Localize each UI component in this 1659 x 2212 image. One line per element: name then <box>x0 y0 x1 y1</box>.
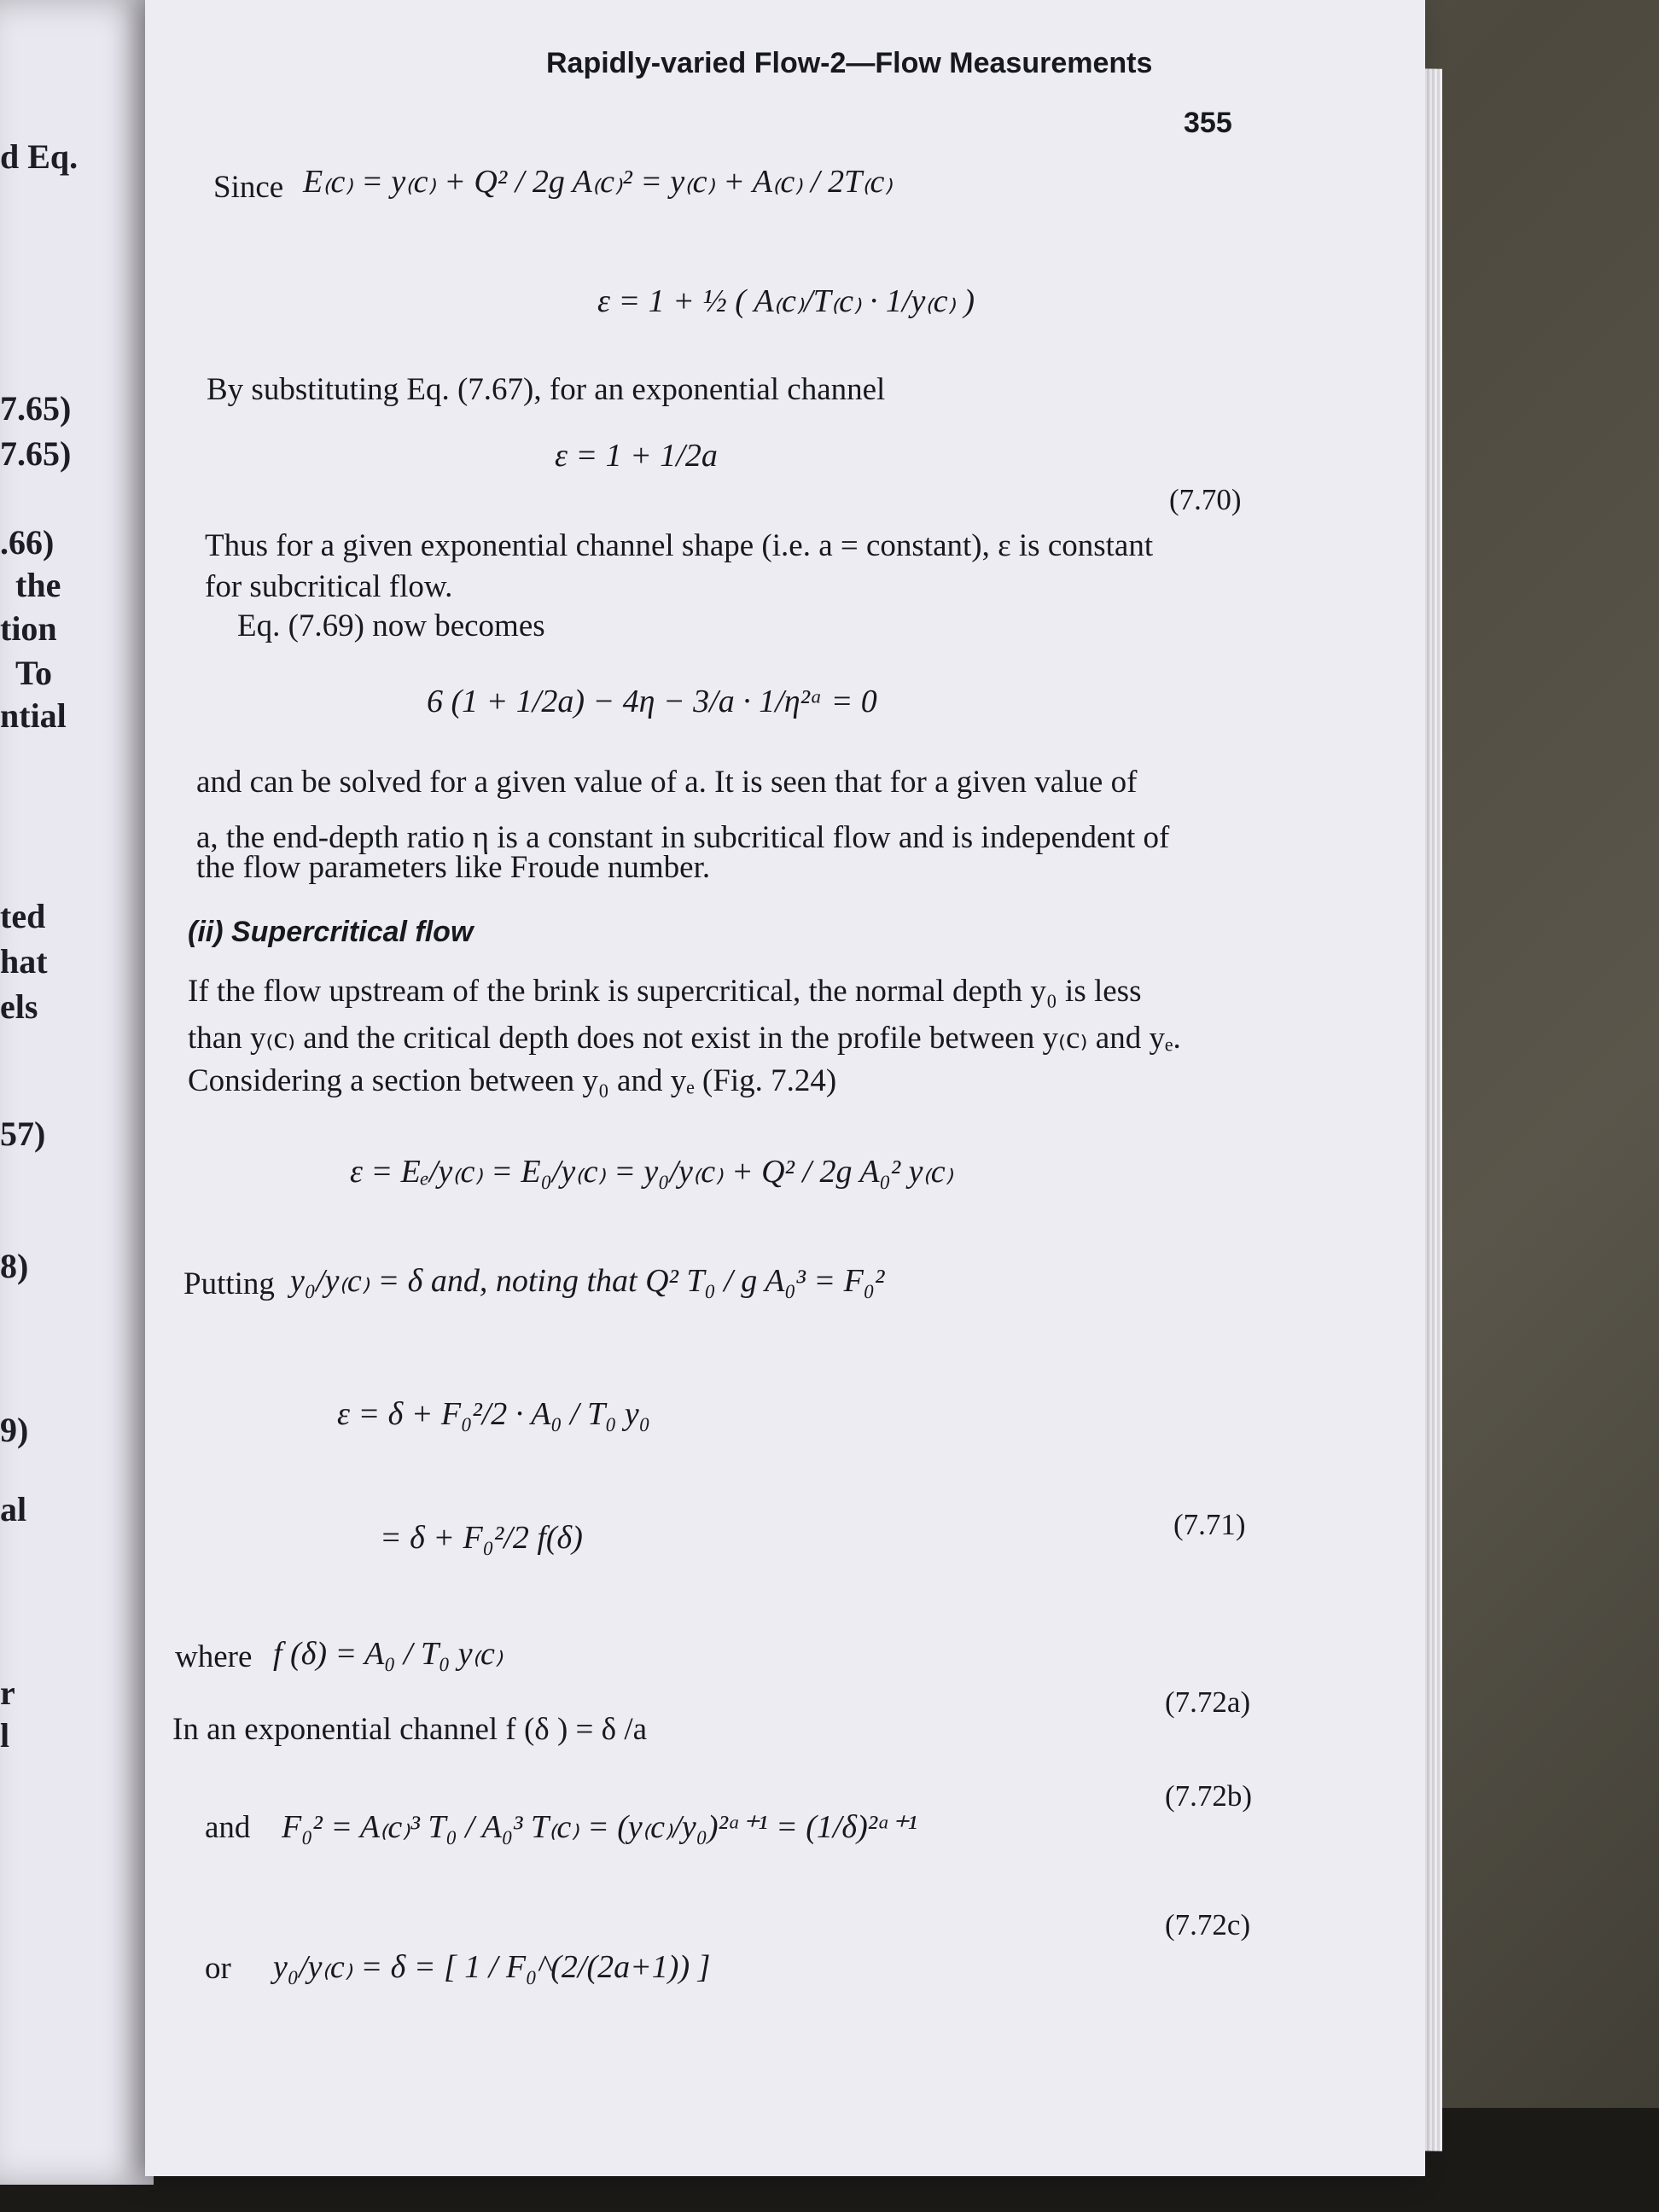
left-fragment: d Eq. <box>0 137 79 176</box>
equation-fdelta: f (δ) = A₀ / T₀ y₍c₎ <box>273 1636 504 1672</box>
equation-super: ε = Eₑ/y₍c₎ = E₀/y₍c₎ = y₀/y₍c₎ + Q² / 2g A₀² y₍c₎ <box>350 1154 954 1190</box>
equation-number-772a: (7.72a) <box>1165 1685 1251 1719</box>
equation-669: 6 (1 + 1/2a) − 4η − 3/a · 1/η²ᵃ = 0 <box>427 684 877 719</box>
left-fragment: 57) <box>0 1115 46 1153</box>
paragraph-super-line2: than y₍c₎ and the critical depth does not exist in the profile between y₍c₎ and yₑ. <box>188 1021 1181 1056</box>
paragraph-solved-line1: and can be solved for a given value of a. It is seen that for a given value of <box>196 765 1138 800</box>
page-number: 355 <box>1184 107 1232 139</box>
equation-number-772c: (7.72c) <box>1165 1908 1251 1941</box>
equation-eps-fdelta: = δ + F₀²/2 f(δ) <box>380 1520 583 1556</box>
paragraph-super-line1: If the flow upstream of the brink is supercritical, the normal depth y₀ is less <box>188 974 1142 1009</box>
since-label: Since <box>213 170 284 205</box>
left-fragment: the <box>15 566 61 604</box>
left-fragment: hat <box>0 942 48 981</box>
paragraph-eq769: Eq. (7.69) now becomes <box>237 608 545 643</box>
and-label: and <box>205 1810 251 1845</box>
paragraph-thus-line1: Thus for a given exponential channel shape (i.e. a = constant), ε is constant <box>205 528 1154 563</box>
equation-eps-ratio: ε = 1 + ½ ( A₍c₎/T₍c₎ · 1/y₍c₎ ) <box>597 283 975 319</box>
left-fragment: l <box>0 1716 10 1755</box>
left-fragment: els <box>0 987 38 1026</box>
equation-number-772b: (7.72b) <box>1165 1779 1253 1813</box>
paragraph-solved-line2: a, the end-depth ratio η is a constant in subcritical flow and is independent of <box>196 820 1170 855</box>
left-fragment: To <box>15 654 53 692</box>
equation-ec: E₍c₎ = y₍c₎ + Q² / 2g A₍c₎² = y₍c₎ + A₍c₎ / 2T₍c₎ <box>303 164 893 200</box>
left-fragment: al <box>0 1490 27 1528</box>
left-fragment: r <box>0 1674 15 1712</box>
equation-delta: y₀/y₍c₎ = δ = [ 1 / F₀^(2/(2a+1)) ] <box>273 1949 711 1985</box>
left-fragment: 8) <box>0 1247 29 1285</box>
left-fragment: tion <box>0 609 57 648</box>
book-page <box>145 0 1425 2176</box>
left-page <box>0 0 154 2185</box>
equation-eps-delta: ε = δ + F₀²/2 · A₀ / T₀ y₀ <box>337 1396 651 1432</box>
paragraph-super-line3: Considering a section between y₀ and yₑ (Fig. 7.24) <box>188 1063 837 1098</box>
where-label: where <box>175 1639 253 1674</box>
left-fragment: ted <box>0 897 46 935</box>
equation-eps-a: ε = 1 + 1/2a <box>555 438 718 474</box>
or-label: or <box>205 1951 231 1986</box>
left-fragment: 7.65) <box>0 389 72 428</box>
left-fragment: .66) <box>0 523 55 562</box>
paragraph-thus-line2: for subcritical flow. <box>205 569 453 604</box>
left-fragment: ntial <box>0 696 67 735</box>
equation-number-771: (7.71) <box>1173 1508 1246 1541</box>
paragraph-solved-line3: the flow parameters like Froude number. <box>196 850 711 885</box>
paragraph-substituting: By substituting Eq. (7.67), for an exponential channel <box>207 372 886 407</box>
running-title: Rapidly-varied Flow-2—Flow Measurements <box>546 47 1153 79</box>
equation-number-770: (7.70) <box>1169 483 1242 516</box>
putting-label: Putting <box>183 1266 275 1301</box>
left-fragment: 9) <box>0 1411 29 1449</box>
left-fragment: 7.65) <box>0 434 72 473</box>
equation-f0: F₀² = A₍c₎³ T₀ / A₀³ T₍c₎ = (y₍c₎/y₀)²ᵃ⁺¹ = (1/δ)²ᵃ⁺¹ <box>282 1809 917 1845</box>
equation-putting: y₀/y₍c₎ = δ and, noting that Q² T₀ / g A₀³ = F₀² <box>290 1263 885 1299</box>
paragraph-exponential: In an exponential channel f (δ ) = δ /a <box>172 1712 648 1747</box>
section-heading-supercritical: (ii) Supercritical flow <box>188 916 474 948</box>
